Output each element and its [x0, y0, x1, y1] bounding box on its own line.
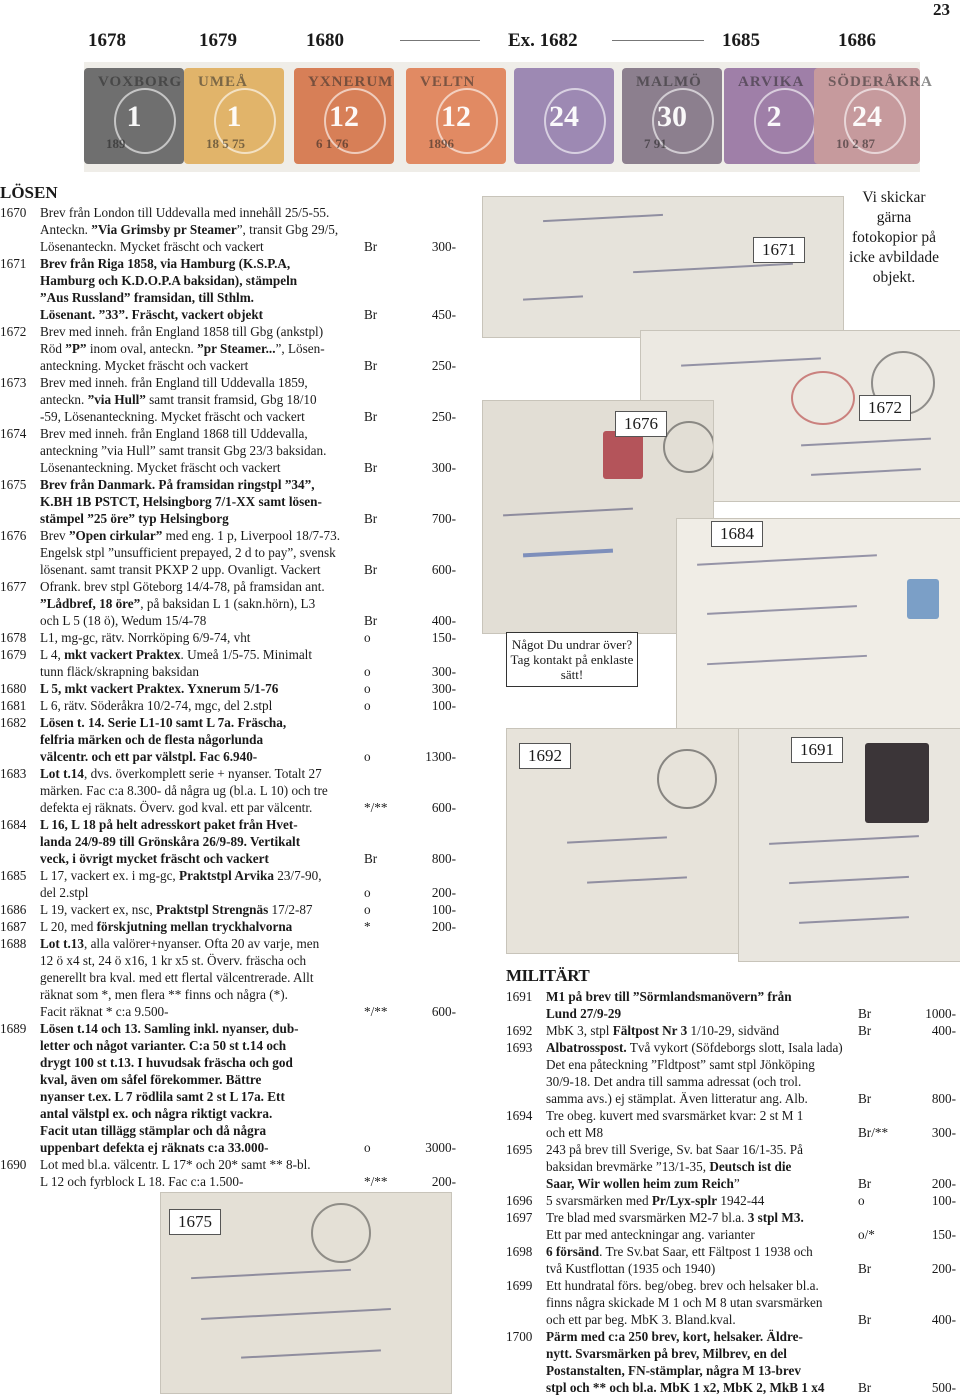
lot-number: 1698	[506, 1244, 533, 1259]
lot-number: 1675	[0, 477, 27, 492]
lot-price: 200-	[931, 1261, 956, 1276]
lot-condition: o	[858, 1193, 865, 1208]
lot-description: Ofrank. brev stpl Göteborg 14/4-78, på framsidan ant. ”Lådbref, 18 öre”, på baksidan L 1 (sakn.hörn), L3 och L 5 (18 ö), Wedum 15/4-78 Br 400-	[40, 579, 456, 628]
lot-condition: Br	[364, 511, 378, 526]
red-penny-stamp	[603, 431, 643, 479]
lot-condition: Br	[364, 239, 378, 254]
lot-price: 300-	[931, 1125, 956, 1140]
red-p-oval-stamp	[791, 371, 855, 425]
lot-number: 1694	[506, 1108, 533, 1123]
postage-stamp	[724, 68, 824, 164]
lot-price: 1300-	[425, 749, 456, 764]
lot-condition: o	[364, 630, 371, 645]
lot-price: 3000-	[425, 1140, 456, 1155]
lot-description: L 17, vackert ex. i mg-gc, Praktstpl Arvika 23/7-90, del 2.stpl o 200-	[40, 868, 456, 900]
lot-number: 1683	[0, 766, 27, 781]
lot-price: 300-	[431, 681, 456, 696]
header-lot-number: 1679	[199, 30, 237, 51]
lot-condition: Br	[858, 1380, 872, 1395]
lot-description: L 19, vackert ex, nsc, Praktstpl Strengnäs 17/2-87 o 100-	[40, 902, 456, 917]
header-lot-number: Ex. 1682	[508, 30, 578, 51]
lot-condition: Br	[858, 1006, 872, 1021]
lot-number: 1679	[0, 647, 27, 662]
header-separator	[400, 40, 480, 41]
lot-condition: Br	[364, 460, 378, 475]
stamp-value: 1	[126, 100, 142, 133]
lot-entry	[0, 714, 456, 765]
lot-description: 6 försänd. Tre Sv.bat Saar, ett Fältpost 1 1938 och två Kustflottan (1935 och 1940) Br 200-	[546, 1244, 956, 1276]
stamp-strip	[84, 62, 933, 172]
photo-label-1684: 1684	[711, 521, 763, 547]
lot-condition: o/*	[858, 1227, 875, 1242]
lot-description: Brev med inneh. från England till Uddevalla 1859, anteckn. ”via Hull” samt transit framsid, Gbg 18/10 -59, Lösenanteckning. Mycket fräscht och vackert Br 250-	[40, 375, 456, 424]
lot-number: 1690	[0, 1157, 27, 1172]
lot-entry	[0, 1020, 456, 1156]
stamp-value: 2	[766, 100, 782, 133]
stamp-postmark-date: 6 1 76	[316, 136, 349, 151]
stamp-postmark: UMEÅ	[198, 74, 248, 90]
lot-entry	[506, 1107, 956, 1141]
lot-description: Lösen t. 14. Serie L1-10 samt L 7a. Fräscha, felfria märken och de flesta någorlunda välcentr. och ett par välstpl. Fac 6.940- o 1300-	[40, 715, 456, 764]
photo-cover-1692	[506, 728, 756, 954]
lot-number: 1681	[0, 698, 27, 713]
lot-entry	[506, 1141, 956, 1192]
lot-price: 400-	[931, 1312, 956, 1327]
stamp-postmark: VELTN	[420, 74, 476, 90]
lot-condition: Br	[364, 613, 378, 628]
lot-entry	[0, 374, 456, 425]
section-title-losen: LÖSEN	[0, 183, 58, 202]
photo-cover-1671	[482, 196, 844, 338]
lot-condition: o	[364, 749, 371, 764]
lot-entry	[506, 1039, 956, 1107]
lot-price: 250-	[431, 358, 456, 373]
lot-entry	[506, 1192, 956, 1209]
lot-entry	[0, 646, 456, 680]
lot-entry	[506, 1022, 956, 1039]
lot-number: 1685	[0, 868, 27, 883]
photo-label-1676: 1676	[615, 411, 667, 437]
section-title-militart: MILITÄRT	[506, 966, 590, 985]
lot-number: 1691	[506, 989, 533, 1004]
stamp-value: 24	[549, 100, 579, 133]
lot-condition: o	[364, 885, 371, 900]
lot-price: 1000-	[925, 1006, 956, 1021]
lot-condition: o	[364, 1140, 371, 1155]
lot-price: 800-	[431, 851, 456, 866]
lot-description: Albatrosspost. Två vykort (Söfdeborgs slott, Isala lada) Det ena påteckning ”Fldtpost” samt stpl Jönköping 30/9-18. Det andra till samma adressat (och trol. samma avs.) ej stämplat. Även litteratur ang. Alb. Br 800-	[546, 1040, 956, 1106]
header-lot-number: 1686	[838, 30, 876, 51]
lot-price: 600-	[431, 1004, 456, 1019]
lot-condition: Br	[858, 1312, 872, 1327]
stamp-postmark: SÖDERÅKRA	[828, 74, 933, 90]
lot-price: 250-	[431, 409, 456, 424]
lot-number: 1684	[0, 817, 27, 832]
blue-stamp	[907, 579, 939, 619]
lot-entry	[506, 1243, 956, 1277]
lot-number: 1689	[0, 1021, 27, 1036]
header-lot-number: 1678	[88, 30, 126, 51]
lot-entry	[0, 527, 456, 578]
lot-description: Tre obeg. kuvert med svarsmärket kvar: 2 st M 1 och ett M8 Br/** 300-	[546, 1108, 956, 1140]
lot-number: 1682	[0, 715, 27, 730]
lot-entry	[0, 578, 456, 629]
lot-description: Tre blad med svarsmärken M2-7 bl.a. 3 stpl M3. Ett par med anteckningar ang. varianter o/* 150-	[546, 1210, 956, 1242]
lot-entry	[0, 680, 456, 697]
lot-number: 1676	[0, 528, 27, 543]
lot-entry	[0, 935, 456, 1020]
lot-number: 1695	[506, 1142, 533, 1157]
lot-price: 600-	[431, 800, 456, 815]
lot-number: 1700	[506, 1329, 533, 1344]
postage-stamp	[622, 68, 722, 164]
lot-condition: Br	[858, 1261, 872, 1276]
photo-cover-1675	[160, 1192, 452, 1394]
postage-stamp	[406, 68, 506, 164]
lot-description: Lot t.13, alla valörer+nyanser. Ofta 20 av varje, men 12 ö x4 st, 24 ö x16, 1 kr x5 st. Överv. fräscha och generellt bra kval. med ett flertal välcentrerade. Allt räknat som *, men flera ** finns och några (*). Facit räknat * c:a 9.500- */** 600-	[40, 936, 456, 1019]
lot-entry	[0, 629, 456, 646]
photo-label-1692: 1692	[519, 743, 571, 769]
lot-description: L 4, mkt vackert Praktex. Umeå 1/5-75. Minimalt tunn fläck/skrapning baksidan o 300-	[40, 647, 456, 679]
lot-number: 1686	[0, 902, 27, 917]
lot-number: 1699	[506, 1278, 533, 1293]
stamp-value: 24	[852, 100, 882, 133]
photo-card-1684	[676, 518, 960, 730]
stamp-value: 1	[226, 100, 242, 133]
page-number: 23	[933, 0, 950, 19]
stamp-value: 30	[657, 100, 687, 133]
photo-cover-1691	[738, 728, 960, 962]
circular-postmark	[663, 421, 714, 473]
lot-entry	[0, 867, 456, 901]
lot-description: Brev med inneh. från England 1868 till Uddevalla, anteckning ”via Hull” samt transit Gbg 23/3 baksidan. Lösenanteckning. Mycket fräscht och vackert Br 300-	[40, 426, 456, 475]
lot-entry	[0, 425, 456, 476]
lot-condition: o	[364, 902, 371, 917]
lot-condition: */**	[364, 800, 388, 815]
stamp-postmark: VOXBORG	[98, 74, 183, 90]
lot-price: 200-	[431, 1174, 456, 1189]
circular-postmark	[657, 749, 717, 809]
lot-description: Pärm med c:a 250 brev, kort, helsaker. Äldre- nytt. Svarsmärken på brev, Milbrev, en del Postanstalten, FN-stämplar, några M 13-brev stpl och ** och bl.a. MbK 1 x2, MbK 2, MkB 1 x4 Br 500-	[546, 1329, 956, 1395]
stamp-value: 12	[441, 100, 471, 133]
lot-number: 1696	[506, 1193, 533, 1208]
photo-label-1672: 1672	[859, 395, 911, 421]
photo-label-1691: 1691	[791, 737, 843, 763]
lot-price: 200-	[431, 885, 456, 900]
lot-number: 1673	[0, 375, 27, 390]
lot-description: L 5, mkt vackert Praktex. Yxnerum 5/1-76 o 300-	[40, 681, 456, 696]
lot-entry	[0, 918, 456, 935]
contact-note-box: Något Du undrar över? Tag kontakt på enklaste sätt!	[506, 632, 638, 687]
lot-number: 1671	[0, 256, 27, 271]
lot-entry	[506, 988, 956, 1022]
lot-number: 1677	[0, 579, 27, 594]
lot-number: 1693	[506, 1040, 533, 1055]
lot-number: 1688	[0, 936, 27, 951]
lot-description: L 6, rätv. Söderåkra 10/2-74, mgc, del 2.stpl o 100-	[40, 698, 456, 713]
lot-description: L 16, L 18 på helt adresskort paket från Hvet- landa 24/9-89 till Grönskåra 26/9-89. Vertikalt veck, i övrigt mycket fräscht och vackert Br 800-	[40, 817, 456, 866]
lot-condition: Br	[364, 851, 378, 866]
lot-condition: */**	[364, 1004, 388, 1019]
stamp-postmark: MALMÖ	[636, 74, 702, 90]
lot-entry	[0, 323, 456, 374]
postage-stamp	[814, 68, 933, 164]
lot-description: Lot t.14, dvs. överkomplett serie + nyanser. Totalt 27 märken. Fac c:a 8.300- då några ug (bl.a. L 10) och tre defekta ej räknats. Överv. god kval. ett par välcentr. */** 600-	[40, 766, 456, 815]
lot-price: 100-	[431, 698, 456, 713]
lot-description: L 20, med förskjutning mellan tryckhalvorna * 200-	[40, 919, 456, 934]
lot-price: 500-	[931, 1380, 956, 1395]
lot-condition: Br/**	[858, 1125, 889, 1140]
lot-number: 1672	[0, 324, 27, 339]
lot-price: 300-	[431, 664, 456, 679]
lot-entry	[506, 1209, 956, 1243]
circular-postmark	[311, 1203, 371, 1263]
lot-condition: *	[364, 919, 371, 934]
lot-entry	[0, 901, 456, 918]
lot-description: Brev med inneh. från England 1858 till Gbg (ankstpl) Röd ”P” inom oval, anteckn. ”pr Steamer...”, Lösen- anteckning. Mycket fräscht och vackert Br 250-	[40, 324, 456, 373]
lot-price: 400-	[931, 1023, 956, 1038]
lot-price: 150-	[931, 1227, 956, 1242]
lot-description: M1 på brev till ”Sörmlandsmanövern” från Lund 27/9-29 Br 1000-	[546, 989, 956, 1021]
lot-number: 1680	[0, 681, 27, 696]
lot-entry	[0, 476, 456, 527]
lot-price: 100-	[431, 902, 456, 917]
postage-stamp	[514, 68, 614, 164]
lot-price: 450-	[431, 307, 456, 322]
lot-entry	[0, 255, 456, 323]
lot-entry	[506, 1277, 956, 1328]
lot-condition: o	[364, 698, 371, 713]
lot-description: Lot med bl.a. välcentr. L 17* och 20* samt ** 8-bl. L 12 och fyrblock L 18. Fac c:a 1.500- */** 200-	[40, 1157, 456, 1189]
lot-entry	[0, 765, 456, 816]
lot-price: 200-	[931, 1176, 956, 1191]
lot-entry	[0, 1156, 456, 1190]
photocopy-note: Vi skickar gärna fotokopior på icke avbildade objekt.	[849, 189, 939, 286]
lot-price: 800-	[931, 1091, 956, 1106]
lot-description: Ett hundratal förs. beg/obeg. brev och helsaker bl.a. finns några skickade M 1 och M 8 utan svarsmärken och ett par beg. MbK 3. Bland.kval. Br 400-	[546, 1278, 956, 1327]
lot-price: 400-	[431, 613, 456, 628]
lot-number: 1674	[0, 426, 27, 441]
lot-description: 5 svarsmärken med Pr/Lyx-splr 1942-44 o 100-	[546, 1193, 956, 1208]
lot-number: 1692	[506, 1023, 533, 1038]
stamp-postmark-date: 189	[106, 136, 126, 151]
lot-entry	[0, 697, 456, 714]
lot-number: 1697	[506, 1210, 533, 1225]
lot-description: Brev ”Open cirkular” med eng. 1 p, Liverpool 18/7-73. Engelsk stpl ”unsufficient prepayed, 2 d to pay”, svensk lösenant. samt transit PKXP 2 upp. Ovanligt. Vackert Br 600-	[40, 528, 456, 577]
lot-condition: Br	[364, 409, 378, 424]
postage-stamp	[294, 68, 394, 164]
lot-condition: Br	[858, 1091, 872, 1106]
lot-description: Brev från Riga 1858, via Hamburg (K.S.P.A, Hamburg och K.D.O.P.A baksidan), stämpeln ”Aus Russland” framsidan, till Sthlm. Lösenant. ”33”. Fräscht, vackert objekt Br 450-	[40, 256, 456, 322]
lot-price: 700-	[431, 511, 456, 526]
postage-stamp	[84, 68, 184, 164]
lot-description: Lösen t.14 och 13. Samling inkl. nyanser, dub- letter och något varianter. C:a 50 st t.14 och drygt 100 st t.13. I huvudsak fräscha och god kval, även om såfel förekommer. Bättre nyanser t.ex. L 7 rödlila samt 2 st L 17a. Ett antal välstpl ex. och några riktigt vackra. Facit utan tillägg stämplar och då några uppenbart defekta ej räknats c:a 33.000- o 3000-	[40, 1021, 456, 1155]
lot-number: 1670	[0, 205, 27, 220]
dark-military-stamp	[865, 743, 929, 823]
header-lot-number: 1680	[306, 30, 344, 51]
lot-price: 300-	[431, 239, 456, 254]
lot-price: 600-	[431, 562, 456, 577]
lot-price: 100-	[931, 1193, 956, 1208]
lot-condition: o	[364, 681, 371, 696]
stamp-postmark-date: 1896	[428, 136, 454, 151]
lot-number: 1678	[0, 630, 27, 645]
lot-condition: Br	[364, 562, 378, 577]
lot-condition: Br	[858, 1176, 872, 1191]
lot-entry	[506, 1328, 956, 1396]
lot-description: Brev från London till Uddevalla med innehåll 25/5-55. Anteckn. ”Via Grimsby pr Steamer”, transit Gbg 29/5, Lösenanteckn. Mycket fräscht och vackert Br 300-	[40, 205, 456, 254]
lot-description: 243 på brev till Sverige, Sv. bat Saar 16/1-35. På baksidan brevmärke ”13/1-35, Deutsch ist die Saar, Wir wollen heim zum Reich” Br 200-	[546, 1142, 956, 1191]
stamp-postmark-date: 18 5 75	[206, 136, 245, 151]
lots-right-column	[506, 988, 956, 1396]
lot-condition: */**	[364, 1174, 388, 1189]
lot-condition: Br	[364, 307, 378, 322]
stamp-postmark-date: 10 2 87	[836, 136, 875, 151]
lot-description: Brev från Danmark. På framsidan ringstpl ”34”, K.BH 1B PSTCT, Helsingborg 7/1-XX samt lösen- stämpel ”25 öre” typ Helsingborg Br 700-	[40, 477, 456, 526]
lot-description: MbK 3, stpl Fältpost Nr 3 1/10-29, sidvänd Br 400-	[546, 1023, 956, 1038]
lot-entry	[0, 816, 456, 867]
stamp-value: 12	[329, 100, 359, 133]
photo-label-1675: 1675	[169, 1209, 221, 1235]
postage-stamp	[184, 68, 284, 164]
lot-description: L1, mg-gc, rätv. Norrköping 6/9-74, vht o 150-	[40, 630, 456, 645]
lot-condition: Br	[858, 1023, 872, 1038]
lot-entry	[0, 204, 456, 255]
lot-price: 200-	[431, 919, 456, 934]
photo-label-1671: 1671	[753, 237, 805, 263]
lot-condition: o	[364, 664, 371, 679]
lots-left-column	[0, 204, 456, 1190]
lot-condition: Br	[364, 358, 378, 373]
lot-number: 1687	[0, 919, 27, 934]
stamp-postmark-date: 7 91	[644, 136, 667, 151]
stamp-postmark: ARVIKA	[738, 74, 805, 90]
lot-price: 300-	[431, 460, 456, 475]
header-separator	[612, 40, 704, 41]
lot-price: 150-	[431, 630, 456, 645]
header-lot-number: 1685	[722, 30, 760, 51]
stamp-postmark: YXNERUM	[308, 74, 394, 90]
